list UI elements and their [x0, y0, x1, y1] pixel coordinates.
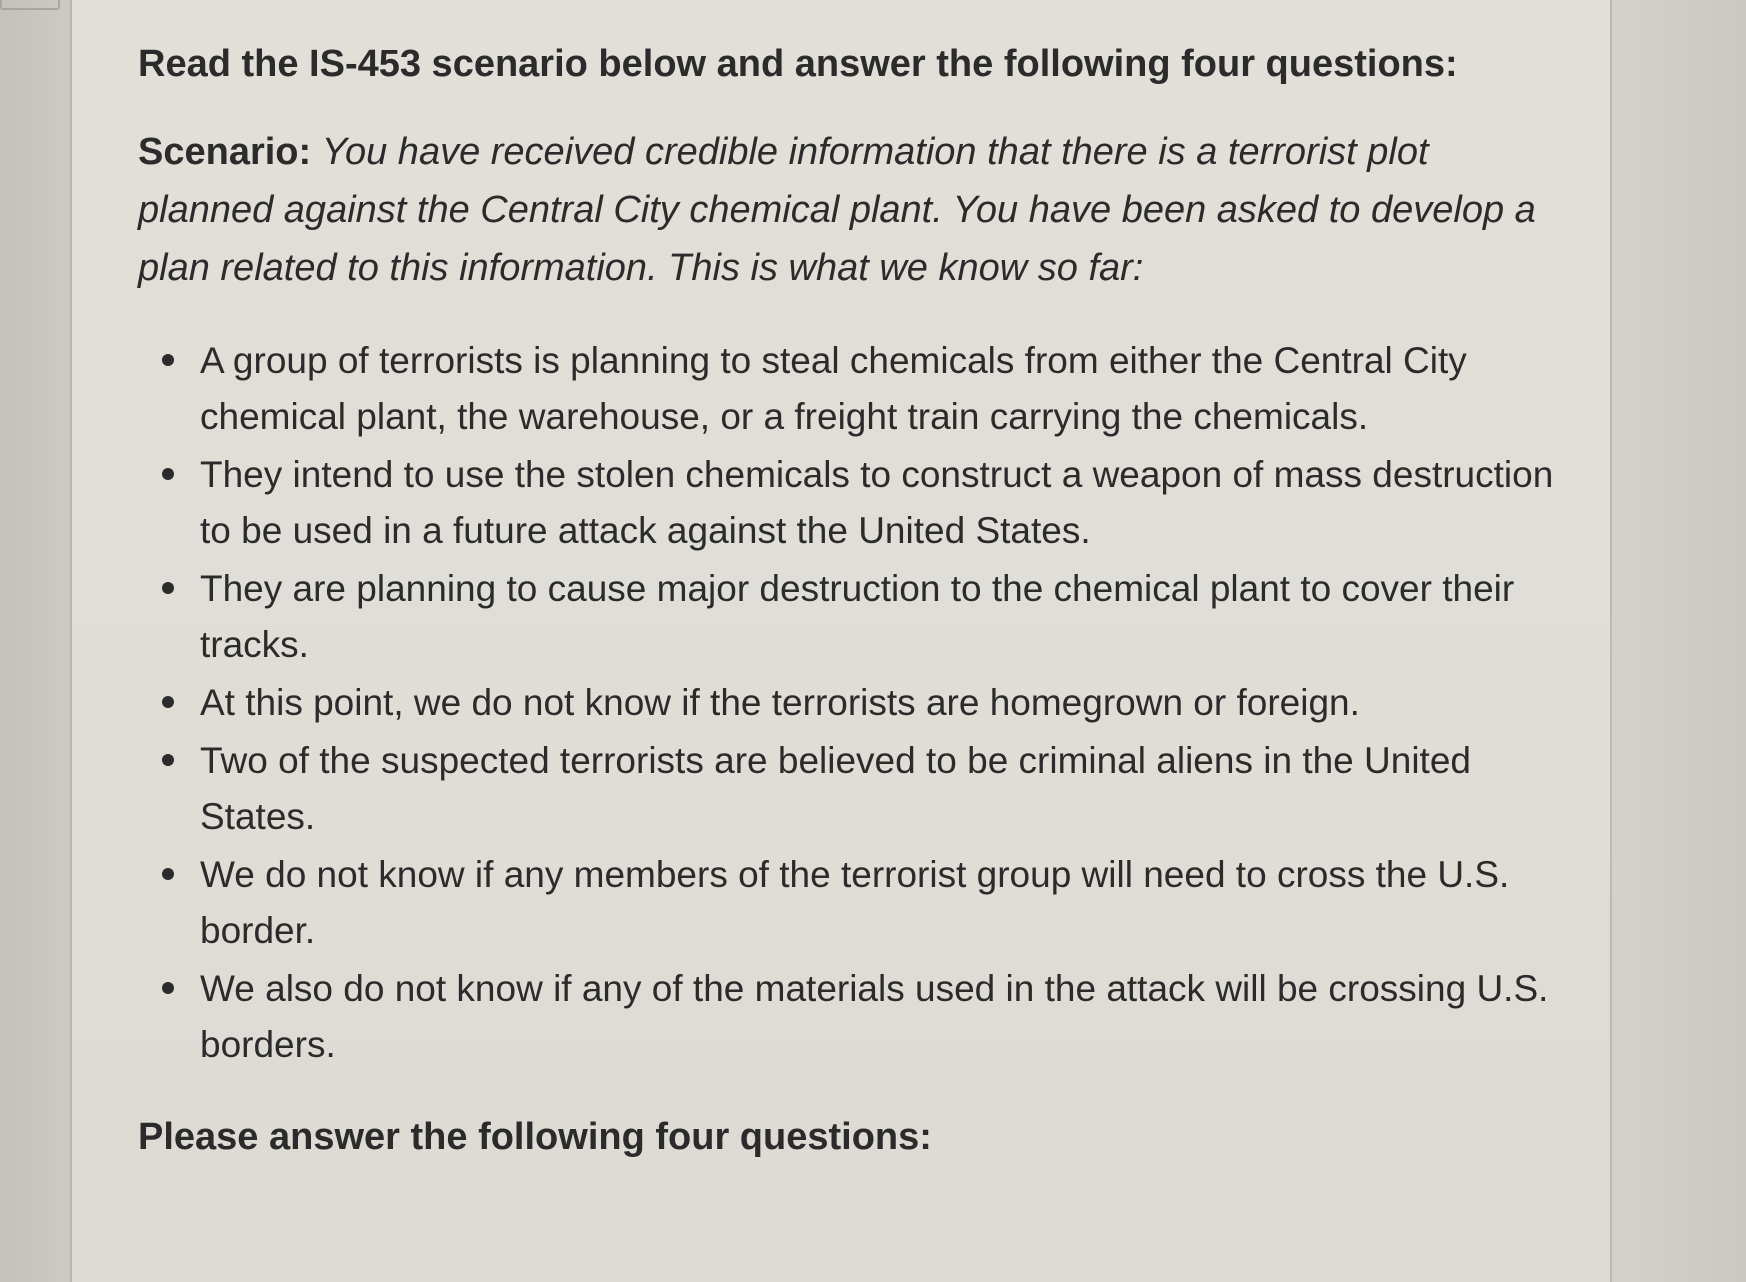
- instructions-heading: Read the IS-453 scenario below and answer the following four questions:: [138, 43, 1458, 85]
- bullet-icon: [162, 754, 174, 766]
- left-sidebar: [0, 0, 72, 1282]
- sidebar-tab[interactable]: [0, 0, 60, 10]
- bullet-icon: [162, 354, 174, 366]
- fact-text: We also do not know if any of the materials used in the attack will be crossing U.S. borders.: [200, 968, 1549, 1066]
- list-item: [162, 733, 1568, 845]
- bullet-icon: [162, 696, 174, 708]
- fact-text: At this point, we do not know if the terrorists are homegrown or foreign.: [200, 682, 1360, 724]
- bullet-icon: [162, 982, 174, 994]
- question-panel: [72, 0, 1612, 1282]
- bullet-icon: [162, 868, 174, 880]
- fact-text: They intend to use the stolen chemicals to construct a weapon of mass destruction to be used in a future attack against the United States.: [200, 454, 1554, 552]
- fact-text: They are planning to cause major destruction to the chemical plant to cover their tracks.: [200, 568, 1515, 666]
- list-item: [162, 961, 1568, 1073]
- scenario-label: Scenario:: [138, 131, 312, 174]
- list-item: [162, 675, 1568, 731]
- fact-text: Two of the suspected terrorists are believed to be criminal aliens in the United States.: [200, 740, 1471, 838]
- fact-text: A group of terrorists is planning to steal chemicals from either the Central City chemical plant, the warehouse, or a freight train carrying the chemicals.: [200, 340, 1467, 438]
- list-item: [162, 333, 1568, 445]
- scenario-paragraph: [138, 123, 1568, 297]
- scenario-text: You have received credible information that there is a terrorist plot planned against the Central City chemical plant. You have been asked to develop a plan related to this information. This is what we know so far:: [138, 131, 1536, 290]
- known-facts-list: [138, 333, 1568, 1073]
- list-item: [162, 561, 1568, 673]
- bullet-icon: [162, 468, 174, 480]
- fact-text: We do not know if any members of the terrorist group will need to cross the U.S. border.: [200, 854, 1510, 952]
- list-item: [162, 447, 1568, 559]
- list-item: [162, 847, 1568, 959]
- question-content: [138, 40, 1568, 1163]
- bullet-icon: [162, 582, 174, 594]
- closing-prompt: Please answer the following four questions:: [138, 1116, 932, 1159]
- right-margin: [1612, 0, 1746, 1282]
